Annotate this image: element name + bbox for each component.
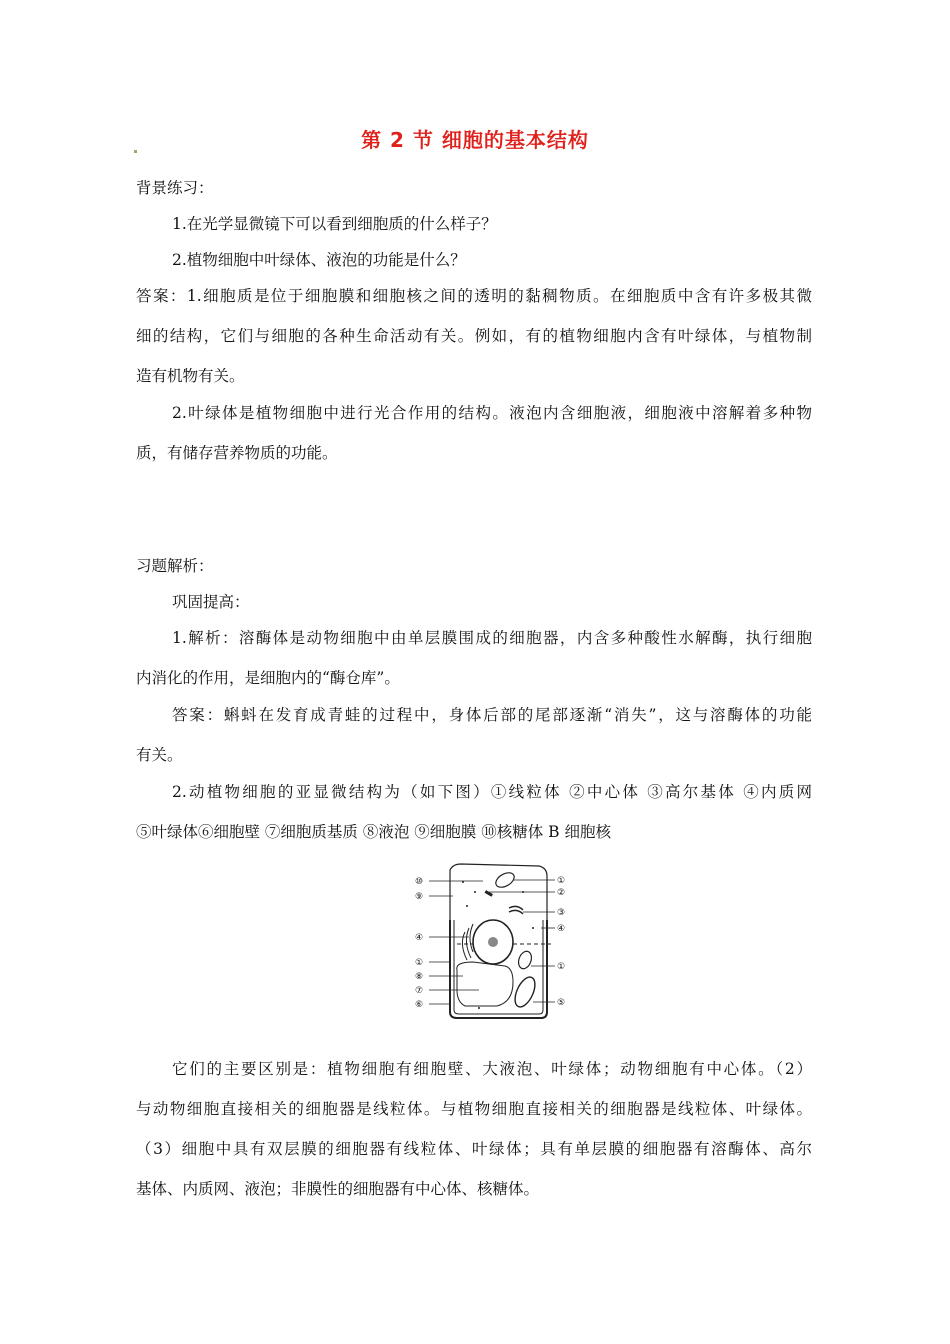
answer2-line: 2.叶绿体是植物细胞中进行光合作用的结构。液泡内含细胞液，细胞液中溶解着多种物 (172, 404, 812, 422)
label-left: ⑩ (415, 877, 424, 887)
answer-line: 造有机物有关。 (136, 367, 245, 385)
label-left: ⑨ (415, 892, 424, 902)
label-right: ⑤ (557, 998, 566, 1008)
analysis-p4-line: 它们的主要区别是：植物细胞有细胞壁、大液泡、叶绿体；动物细胞有中心体。（2） (172, 1060, 812, 1078)
analysis-heading: 习题解析： (136, 557, 214, 575)
answer-line: 答案：1.细胞质是位于细胞膜和细胞核之间的透明的黏稠物质。在细胞质中含有许多极其微 (136, 287, 812, 305)
label-left: ⑧ (415, 972, 424, 982)
label-left: ① (415, 958, 424, 968)
analysis-p2-line: 有关。 (136, 746, 183, 764)
analysis-p3-line: ⑤叶绿体⑥细胞壁 ⑦细胞质基质 ⑧液泡 ⑨细胞膜 ⑩核糖体 B 细胞核 (136, 823, 611, 841)
analysis-subheading: 巩固提高： (172, 593, 250, 611)
label-right: ③ (557, 908, 566, 918)
question-1: 1.在光学显微镜下可以看到细胞质的什么样子？ (172, 215, 497, 233)
label-left: ④ (415, 933, 424, 943)
label-right: ① (557, 876, 566, 886)
analysis-p1-line: 1.解析：溶酶体是动物细胞中由单层膜围成的细胞器，内含多种酸性水解酶，执行细胞 (172, 629, 812, 647)
analysis-p1-line: 内消化的作用，是细胞内的“酶仓库”。 (136, 669, 400, 687)
answer-line: 细的结构，它们与细胞的各种生命活动有关。例如，有的植物细胞内含有叶绿体，与植物制 (136, 327, 812, 345)
label-right: ④ (557, 924, 566, 934)
analysis-p4-line: 基体、内质网、液泡；非膜性的细胞器有中心体、核糖体。 (136, 1180, 540, 1198)
analysis-p2-line: 答案：蝌蚪在发育成青蛙的过程中，身体后部的尾部逐渐“消失”，这与溶酶体的功能 (172, 706, 812, 724)
label-right: ① (557, 962, 566, 972)
analysis-p4-line: 与动物细胞直接相关的细胞器是线粒体。与植物细胞直接相关的细胞器是线粒体、叶绿体。 (136, 1100, 812, 1118)
label-right: ② (557, 888, 566, 898)
label-left: ⑦ (415, 986, 424, 996)
analysis-p4-line: （3）细胞中具有双层膜的细胞器有线粒体、叶绿体；具有单层膜的细胞器有溶酶体、高尔 (136, 1140, 812, 1158)
analysis-p3-line: 2.动植物细胞的亚显微结构为（如下图）①线粒体 ②中心体 ③高尔基体 ④内质网 (172, 783, 812, 801)
label-left: ⑥ (415, 1000, 424, 1010)
page-title: 第 2 节 细胞的基本结构 (361, 128, 589, 152)
cell-structure-diagram (413, 862, 573, 1022)
stray-mark (134, 150, 137, 153)
background-heading: 背景练习： (136, 179, 214, 197)
answer2-line: 质，有储存营养物质的功能。 (136, 444, 338, 462)
question-2: 2.植物细胞中叶绿体、液泡的功能是什么？ (172, 251, 466, 269)
